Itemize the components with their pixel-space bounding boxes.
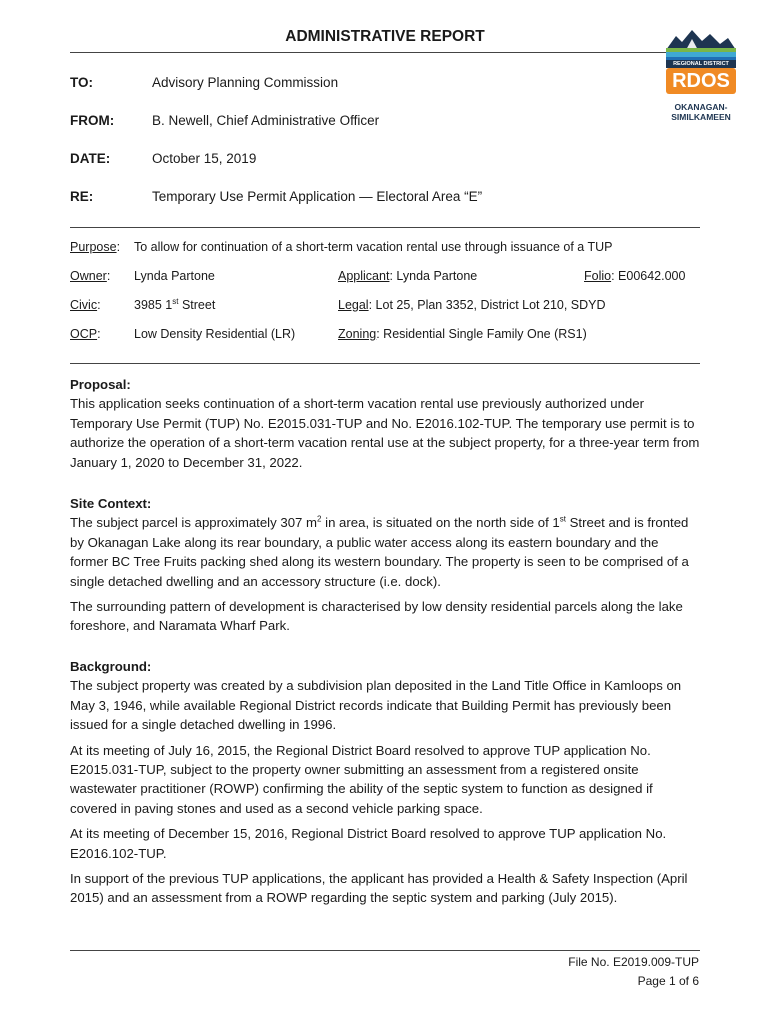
- site-context-p2: The surrounding pattern of development is characterised by low density residential parcels along the lake foreshore, and Naramata Wharf Park.: [70, 599, 683, 634]
- file-number: File No. E2019.009-TUP: [568, 955, 699, 969]
- legal-value: : Lot 25, Plan 3352, District Lot 210, SDYD: [368, 298, 606, 312]
- from-value: B. Newell, Chief Administrative Officer: [152, 113, 380, 128]
- footer-divider: [70, 950, 700, 951]
- from-label: FROM:: [70, 113, 115, 128]
- ocp-label: OCP: [70, 327, 98, 341]
- zoning-field: [338, 327, 587, 341]
- civic-street: Street: [178, 298, 216, 312]
- logo-name-line1: OKANAGAN-: [674, 102, 728, 112]
- proposal-text: This application seeks continuation of a short-term vacation rental use previously authorized under Temporary Use Permit (TUP) No. E2015.031-TUP and No. E2016.102-TUP. The temporary use permit is to authorize the operation of a short-term vacation rental use at the subject property, for a three-year term from January 1, 2020 to December 31, 2022.: [70, 396, 700, 470]
- site-context-p1-a: The subject parcel is approximately 307 m: [70, 515, 318, 531]
- logo-name-line2: SIMILKAMEEN: [671, 112, 731, 122]
- applicant-field: [338, 269, 477, 283]
- background-heading: Background:: [70, 659, 152, 674]
- ocp-value: Low Density Residential (LR): [134, 327, 296, 341]
- proposal-heading: Proposal:: [70, 377, 131, 392]
- background-p3: At its meeting of December 15, 2016, Regional District Board resolved to approve TUP application No. E2016.102-TUP.: [70, 826, 667, 861]
- purpose-label: Purpose: [70, 240, 117, 254]
- civic-colon: :: [97, 298, 101, 312]
- site-context-p1-b: in area, is situated on the north side of 1: [321, 515, 560, 531]
- applicant-value: : Lynda Partone: [389, 269, 478, 283]
- civic-value: [134, 298, 215, 312]
- site-context-heading: Site Context:: [70, 496, 152, 511]
- civic-label: Civic: [70, 298, 98, 312]
- applicant-label: Applicant: [338, 269, 390, 283]
- date-value: October 15, 2019: [152, 151, 257, 166]
- zoning-label: Zoning: [338, 327, 377, 341]
- purpose-value: To allow for continuation of a short-term vacation rental use through issuance of a TUP: [134, 240, 613, 254]
- background-p4: In support of the previous TUP applications, the applicant has provided a Health & Safety Inspection (April 2015) and an assessment from a ROWP regarding the septic system and parking (July 2015).: [70, 871, 688, 906]
- background-p2: At its meeting of July 16, 2015, the Regional District Board resolved to approve TUP application No. E2015.031-TUP, subject to the property owner submitting an assessment from a registered onsite wastewater practitioner (ROWP) confirming the ability of the septic system to function as designed if covered in paving stones and used as a second vehicle parking space.: [70, 742, 653, 816]
- to-value: Advisory Planning Commission: [152, 75, 339, 90]
- site-context-section: [70, 494, 700, 636]
- owner-value: Lynda Partone: [134, 269, 215, 283]
- legal-field: [338, 298, 606, 312]
- civic-sup: st: [172, 296, 179, 306]
- owner-label: Owner: [70, 269, 107, 283]
- footer: [568, 953, 699, 991]
- site-context-p1-sup: 2: [317, 515, 322, 525]
- background-p1: The subject property was created by a subdivision plan deposited in the Land Title Office in Kamloops on May 3, 1946, while available Regional District records indicate that Building Permit has previously been issued for a single detached dwelling in 1996.: [70, 678, 682, 733]
- folio-label: Folio: [584, 269, 612, 283]
- logo-abbreviation: RDOS: [672, 70, 730, 92]
- header-divider: [70, 227, 700, 228]
- site-context-p1-c: Street and is fronted by Okanagan Lake along its rear boundary, a public water access along its eastern boundary and the former BC Tree Fruits packing shed along its western boundary. The property is seen to be comprised of a single detached dwelling and an accessory structure (i.e. dock).: [70, 515, 689, 589]
- legal-label: Legal: [338, 298, 369, 312]
- background-section: [70, 657, 700, 908]
- site-context-p1: [70, 513, 700, 591]
- re-value: Temporary Use Permit Application — Electoral Area “E”: [152, 189, 483, 204]
- proposal-section: [70, 375, 700, 472]
- title-underline: [70, 52, 700, 53]
- re-label: RE:: [70, 189, 94, 204]
- report-title: ADMINISTRATIVE REPORT: [285, 28, 485, 45]
- owner-row: [70, 269, 110, 283]
- summary-divider: [70, 363, 700, 364]
- civic-row: [70, 298, 101, 312]
- folio-field: [584, 269, 685, 283]
- zoning-value: : Residential Single Family One (RS1): [376, 327, 587, 341]
- site-context-p1-sup2: st: [559, 515, 566, 525]
- ocp-colon: :: [97, 327, 101, 341]
- purpose-colon: :: [116, 240, 121, 254]
- date-label: DATE:: [70, 151, 111, 166]
- purpose-row: [70, 240, 120, 254]
- folio-value: : E00642.000: [611, 269, 686, 283]
- ocp-row: [70, 327, 101, 341]
- page-number: Page 1 of 6: [637, 974, 699, 988]
- owner-colon: :: [106, 269, 111, 283]
- rdos-logo: [662, 24, 740, 124]
- to-label: TO:: [70, 75, 93, 90]
- logo-top-text: REGIONAL DISTRICT: [673, 61, 729, 67]
- civic-number: 3985 1: [134, 298, 173, 312]
